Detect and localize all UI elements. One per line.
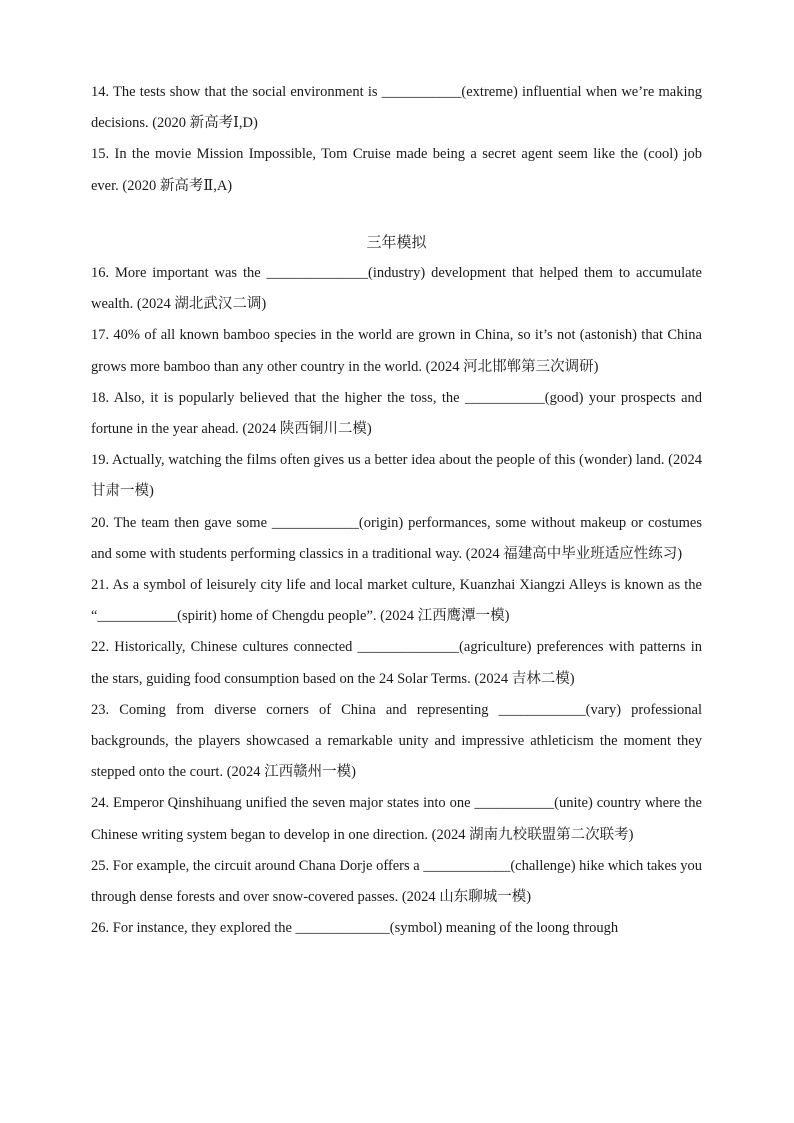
questions-before (91, 77, 702, 202)
question-21: 21. As a symbol of leisurely city life and local market culture, Kuanzhai Xiangzi Alleys is known as the “___________(spirit) home of Chengdu people”. (2024 江西鹰潭一模) (91, 577, 702, 625)
question-23: 23. Coming from diverse corners of China and representing ____________(vary) professional backgrounds, the players showcased a remarkable unity and impressive athleticism the moment they stepped onto the court. (2024 江西赣州一模) (91, 701, 702, 781)
question-18: 18. Also, it is popularly believed that the higher the toss, the ___________(good) your prospects and fortune in the year ahead. (2024 陕西铜川二模) (91, 389, 702, 438)
questions-after (91, 258, 702, 944)
question-19: 19. Actually, watching the films often gives us a better idea about the people of this (wonder) land. (2024 甘肃一模) (91, 452, 702, 500)
question-25: 25. For example, the circuit around Chana Dorje offers a ____________(challenge) hike which takes you through dense forests and over snow-covered passes. (2024 山东聊城一模) (91, 857, 702, 906)
question-24: 24. Emperor Qinshihuang unified the seven major states into one ___________(unite) country where the Chinese writing system began to develop in one direction. (2024 湖南九校联盟第二次联考) (91, 795, 702, 843)
question-17: 17. 40% of all known bamboo species in the world are grown in China, so it’s not (astonish) that China grows more bamboo than any other country in the world. (2024 河北邯郸第三次调研) (91, 327, 702, 375)
section-title: 三年模拟 (366, 232, 427, 251)
question-26: 26. For instance, they explored the _____________(symbol) meaning of the loong through (91, 920, 619, 937)
question-15: 15. In the movie Mission Impossible, Tom Cruise made being a secret agent seem like the (cool) job ever. (2020 新高考Ⅱ,A) (91, 146, 702, 194)
question-22: 22. Historically, Chinese cultures connected ______________(agriculture) preferences with patterns in the stars, guiding food consumption based on the 24 Solar Terms. (2024 吉林二模) (91, 639, 702, 687)
question-16: 16. More important was the ______________(industry) development that helped them to accumulate wealth. (2024 湖北武汉二调) (91, 265, 702, 313)
document-page (91, 77, 702, 944)
question-20: 20. The team then gave some ____________(origin) performances, some without makeup or costumes and some with students performing classics in a traditional way. (2024 福建高中毕业班适应性练习) (91, 514, 702, 562)
question-14: 14. The tests show that the social environment is ___________(extreme) influential when we’re making decisions. (2020 新高考Ⅰ,D) (91, 84, 702, 132)
